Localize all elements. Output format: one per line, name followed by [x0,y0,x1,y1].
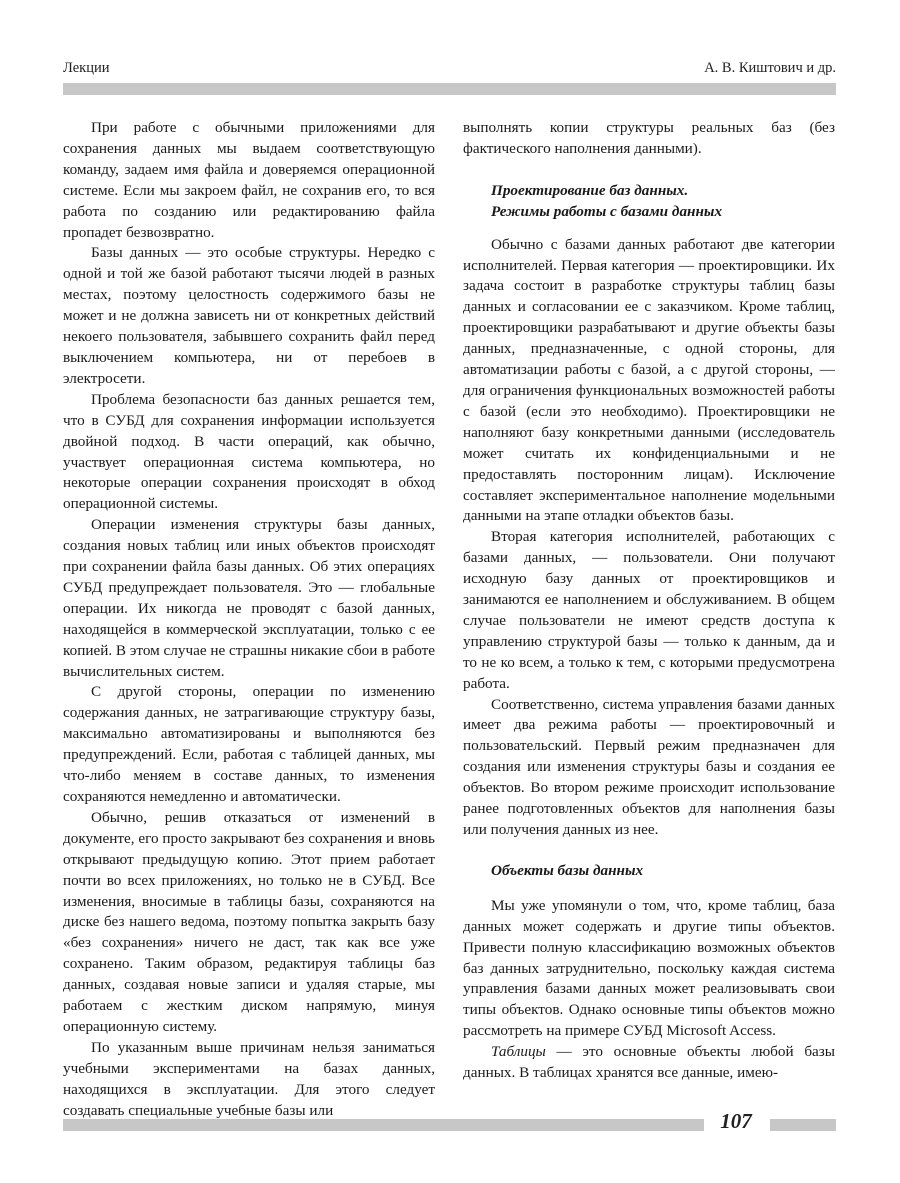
header-section-title: Лекции [63,60,110,76]
right-column [463,118,835,1084]
paragraph: Мы уже упомянули о том, что, кроме таблиц, база данных может содержать и другие типы объектов. Привести полную классификацию возможных объектов баз данных затруднительно, поскольку каждая система управления базами данных может реализовывать свои типы объектов. Однако основные типы объектов можно рассмотреть на примере СУБД Microsoft Access. [463,896,835,1040]
section-heading-line1: Проектирование баз данных. [491,181,689,199]
paragraph-text: — это основные объекты любой базы данных. В таблицах хранятся все данные, имею- [463,1043,835,1082]
paragraph: Операции изменения структуры базы данных, создания новых таблиц или иных объектов происходят при сохранении файла базы данных. Об этих операциях СУБД предупреждает пользователя. Это — глобальные операции. Их никогда не проводят с базой данных, находящейся в коммерческой эксплуатации, только с ее копией. В этом случае не страшны никакие сбои в работе вычислительных систем. [63,516,435,680]
footer-rule-left [63,1119,704,1131]
footer-rule-right [770,1119,836,1131]
paragraph: По указанным выше причинам нельзя заниматься учебными экспериментами на базах данных, находящихся в эксплуатации. Для этого следует создавать специальные учебные базы или [63,1038,435,1119]
section-heading [463,181,835,223]
page-number: 107 [720,1109,752,1133]
paragraph: Соответственно, система управления базами данных имеет два режима работы — проектировочный и пользовательский. Первый режим предназначен для создания или изменения структуры базы и создания ее объектов. Во втором режиме происходит использование ранее подготовленных объектов для наполнения базы или получения данных из нее. [463,695,835,838]
header-rule [63,83,836,95]
paragraph: При работе с обычными приложениями для сохранения данных мы выдаем соответствующую команду, задаем имя файла и доверяемся операционной системе. Если мы закроем файл, не сохранив его, то вся работа по созданию или редактированию файла пропадет безвозвратно. [63,119,435,241]
paragraph: Обычно с базами данных работают две категории исполнителей. Первая категория — проектировщики. Их задача состоит в разработке структуры таблиц базы данных и согласовании ее с заказчиком. Кроме таблиц, проектировщики разрабатывают и другие объекты базы данных, предназначенные, с одной стороны, для автоматизации работы с базой, а с другой стороны, — для ограничения функциональных возможностей работы с базой (если это необходимо). Проектировщики не наполняют базу конкретными данными (исследователь может считать их конфиденциальными и не предоставлять посторонним лицам). Исключение составляет экспериментальное наполнение модельными данными на этапе отладки объектов базы. [463,235,835,525]
paragraph: С другой стороны, операции по изменению содержания данных, не затрагивающие структуру базы, максимально автоматизированы и выполняются без предупреждений. Если, работая с таблицей данных, мы что-либо меняем в составе данных, то изменения сохраняются немедленно и автоматически. [63,683,435,805]
paragraph: Проблема безопасности баз данных решается тем, что в СУБД для сохранения информации используется двойной подход. В части операций, как обычно, участвует операционная система компьютера, но некоторые операции сохранения происходят в обход операционной системы. [63,390,435,513]
section-heading-line2: Режимы работы с базами данных [491,202,723,220]
section-heading: Объекты базы данных [491,861,644,879]
paragraph: Обычно, решив отказаться от изменений в документе, его просто закрывают без сохранения и вновь открывают предыдущую копию. Этот прием работает почти во всех приложениях, но только не в СУБД. Все изменения, вносимые в таблицы базы, сохраняются на диске без нашего ведома, поэтому попытка закрыть базу «без сохранения» ничего не даст, так как все уже сохранено. Таким образом, редактируя таблицы баз данных, создавая новые записи и удаляя старые, мы работаем с жестким диском напрямую, минуя операционную систему. [63,808,435,1035]
paragraph: Вторая категория исполнителей, работающих с базами данных, — пользователи. Они получают исходную базу данных от проектировщиков и занимаются ее наполнением и обслуживанием. В общем случае пользователи не имеют средств доступа к управлению структурой базы — только к данным, да и то не ко всем, а только к тем, с которыми предусмотрена работа. [463,528,835,692]
paragraph [463,1042,835,1084]
left-column [63,118,435,1122]
term-tables: Таблицы [491,1043,546,1061]
paragraph: выполнять копии структуры реальных баз (без фактического наполнения данными). [463,119,835,157]
paragraph: Базы данных — это особые структуры. Нередко с одной и той же базой работают тысячи людей в разных местах, поэтому целостность содержимого базы не может и не должна зависеть ни от конкретных действий некоего пользователя, забывшего сохранить файл перед выключением компьютера, ни от перебоев в электросети. [63,244,435,387]
header-authors: А. В. Киштович и др. [704,60,836,76]
running-header [63,60,836,82]
